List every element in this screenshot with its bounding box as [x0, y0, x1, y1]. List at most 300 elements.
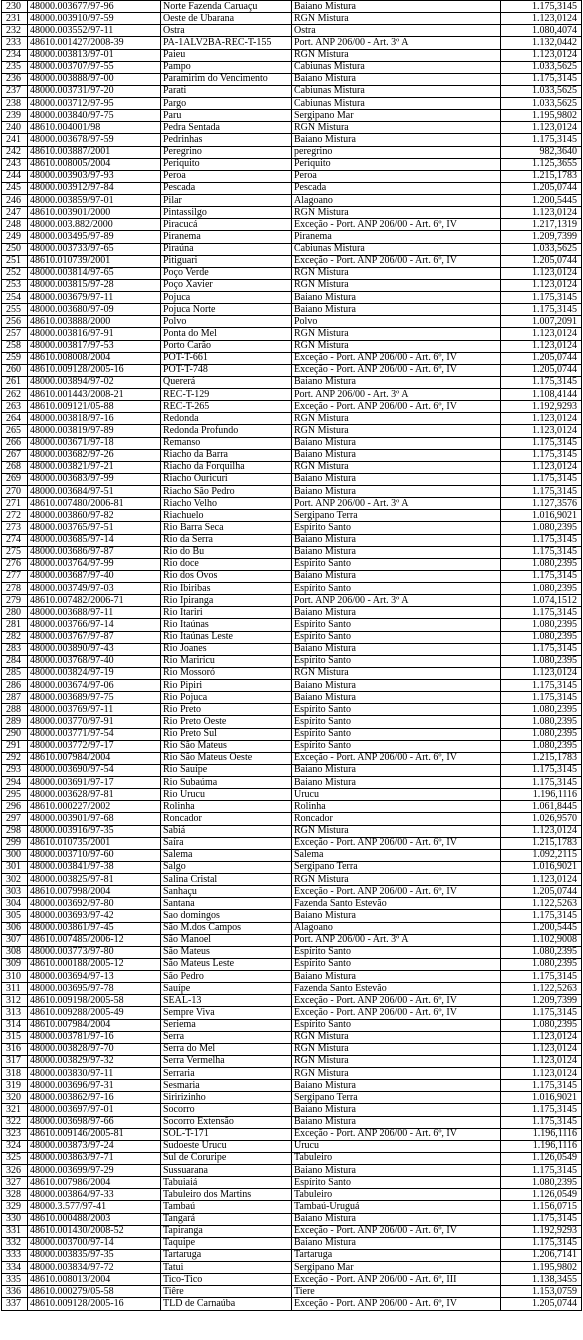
price-cell: 1.080,2395	[501, 619, 582, 631]
row-number-cell: 245	[2, 182, 28, 194]
oil-type-cell: Exceção - Port. ANP 206/00 - Art. 6º, IV	[292, 364, 501, 376]
table-row	[2, 983, 582, 995]
field-name-cell: Taquipe	[161, 1237, 292, 1249]
row-number-cell: 286	[2, 680, 28, 692]
oil-type-cell: Baiano Mistura	[292, 1213, 501, 1225]
oil-type-cell: Polvo	[292, 316, 501, 328]
row-number-cell: 325	[2, 1152, 28, 1164]
document-page	[1, 0, 581, 1311]
price-cell: 1.108,4144	[501, 389, 582, 401]
oil-type-cell: Baiano Mistura	[292, 134, 501, 146]
field-name-cell: Roncador	[161, 813, 292, 825]
process-number-cell: 48610.003888/2000	[28, 316, 161, 328]
process-number-cell: 48610.000488/2003	[28, 1213, 161, 1225]
field-name-cell: Tatui	[161, 1262, 292, 1274]
field-name-cell: Siririzinho	[161, 1092, 292, 1104]
price-cell: 1.215,1783	[501, 170, 582, 182]
table-row	[2, 1262, 582, 1274]
table-row	[2, 61, 582, 73]
price-cell: 1.080,2395	[501, 522, 582, 534]
table-row	[2, 583, 582, 595]
row-number-cell: 293	[2, 764, 28, 776]
table-row	[2, 195, 582, 207]
process-number-cell: 48000.003863/97-71	[28, 1152, 161, 1164]
table-row	[2, 110, 582, 122]
oil-type-cell: Tambaú-Uruguá	[292, 1201, 501, 1213]
price-cell: 1.123,0124	[501, 1031, 582, 1043]
table-row	[2, 401, 582, 413]
oil-type-cell: Sergipano Mar	[292, 1262, 501, 1274]
oil-type-cell: Roncador	[292, 813, 501, 825]
table-row	[2, 376, 582, 388]
price-cell: 1.175,3145	[501, 607, 582, 619]
price-cell: 1.175,3145	[501, 473, 582, 485]
field-name-cell: Rio da Serra	[161, 534, 292, 546]
price-cell: 1.125,3655	[501, 158, 582, 170]
field-name-cell: Redonda Profundo	[161, 425, 292, 437]
price-cell: 1.175,3145	[501, 643, 582, 655]
row-number-cell: 313	[2, 1007, 28, 1019]
process-number-cell: 48000.003552/97-11	[28, 25, 161, 37]
price-cell: 982,3640	[501, 146, 582, 158]
process-number-cell: 48000.003901/97-68	[28, 813, 161, 825]
field-name-cell: Serra do Mel	[161, 1043, 292, 1055]
row-number-cell: 304	[2, 898, 28, 910]
process-number-cell: 48000.003696/97-31	[28, 1080, 161, 1092]
oil-type-cell: Baiano Mistura	[292, 73, 501, 85]
price-cell: 1.156,0715	[501, 1201, 582, 1213]
field-name-cell: Rio do Bu	[161, 546, 292, 558]
table-row	[2, 1165, 582, 1177]
row-number-cell: 299	[2, 837, 28, 849]
row-number-cell: 277	[2, 570, 28, 582]
row-number-cell: 321	[2, 1104, 28, 1116]
process-number-cell: 48610.008005/2004	[28, 158, 161, 170]
process-number-cell: 48000.003862/97-16	[28, 1092, 161, 1104]
process-number-cell: 48000.003733/97-65	[28, 243, 161, 255]
row-number-cell: 332	[2, 1237, 28, 1249]
price-cell: 1.205,0744	[501, 364, 582, 376]
oil-type-cell: RGN Mistura	[292, 1055, 501, 1067]
row-number-cell: 243	[2, 158, 28, 170]
table-row	[2, 692, 582, 704]
price-cell: 1.215,1783	[501, 837, 582, 849]
process-number-cell: 48610.008008/2004	[28, 352, 161, 364]
row-number-cell: 284	[2, 655, 28, 667]
row-number-cell: 236	[2, 73, 28, 85]
process-number-cell: 48610.009288/2005-49	[28, 1007, 161, 1019]
row-number-cell: 250	[2, 243, 28, 255]
oil-type-cell: Sergipano Terra	[292, 510, 501, 522]
oil-type-cell: RGN Mistura	[292, 49, 501, 61]
process-number-cell: 48000.003821/97-21	[28, 461, 161, 473]
oil-type-cell: Baiano Mistura	[292, 486, 501, 498]
row-number-cell: 259	[2, 352, 28, 364]
oil-type-cell: RGN Mistura	[292, 425, 501, 437]
process-number-cell: 48610.007485/2006-12	[28, 934, 161, 946]
field-name-cell: Riacho Velho	[161, 498, 292, 510]
table-row	[2, 498, 582, 510]
table-row	[2, 837, 582, 849]
table-row	[2, 740, 582, 752]
price-cell: 1.175,3145	[501, 570, 582, 582]
process-number-cell: 48000.003697/97-01	[28, 1104, 161, 1116]
process-number-cell: 48000.003694/97-13	[28, 971, 161, 983]
field-name-cell: Salema	[161, 849, 292, 861]
field-name-cell: Rio Ibiribas	[161, 583, 292, 595]
process-number-cell: 48000.003773/97-80	[28, 946, 161, 958]
oil-type-cell: Baiano Mistura	[292, 643, 501, 655]
price-cell: 1.123,0124	[501, 413, 582, 425]
process-number-cell: 48000.003910/97-59	[28, 13, 161, 25]
row-number-cell: 307	[2, 934, 28, 946]
table-row	[2, 1104, 582, 1116]
field-name-cell: Rio Itaúnas	[161, 619, 292, 631]
row-number-cell: 258	[2, 340, 28, 352]
table-row	[2, 449, 582, 461]
oil-type-cell: Exceção - Port. ANP 206/00 - Art. 6º, IV	[292, 837, 501, 849]
table-row	[2, 316, 582, 328]
process-number-cell: 48000.003829/97-32	[28, 1055, 161, 1067]
process-number-cell: 48000.003693/97-42	[28, 910, 161, 922]
oil-type-cell: Periquito	[292, 158, 501, 170]
table-row	[2, 122, 582, 134]
row-number-cell: 302	[2, 874, 28, 886]
row-number-cell: 256	[2, 316, 28, 328]
oil-type-cell: Salema	[292, 849, 501, 861]
process-number-cell: 48000.003816/97-91	[28, 328, 161, 340]
price-cell: 1.209,7399	[501, 231, 582, 243]
row-number-cell: 264	[2, 413, 28, 425]
table-row	[2, 1019, 582, 1031]
process-number-cell: 48000.003912/97-84	[28, 182, 161, 194]
table-row	[2, 279, 582, 291]
process-number-cell: 48610.007986/2004	[28, 1177, 161, 1189]
price-cell: 1.123,0124	[501, 825, 582, 837]
table-row	[2, 898, 582, 910]
table-row	[2, 267, 582, 279]
oil-type-cell: RGN Mistura	[292, 122, 501, 134]
row-number-cell: 295	[2, 789, 28, 801]
table-row	[2, 231, 582, 243]
process-number-cell: 48000.003767/97-87	[28, 631, 161, 643]
field-name-cell: Tico-Tico	[161, 1274, 292, 1286]
process-number-cell: 48000.003861/97-45	[28, 922, 161, 934]
row-number-cell: 297	[2, 813, 28, 825]
row-number-cell: 276	[2, 558, 28, 570]
price-cell: 1.123,0124	[501, 874, 582, 886]
process-number-cell: 48000.003678/97-59	[28, 134, 161, 146]
price-cell: 1.080,2395	[501, 704, 582, 716]
row-number-cell: 334	[2, 1262, 28, 1274]
oil-type-cell: Pescada	[292, 182, 501, 194]
field-name-cell: Rio Itariri	[161, 607, 292, 619]
process-number-cell: 48000.003687/97-40	[28, 570, 161, 582]
field-name-cell: Rio Itaúnas Leste	[161, 631, 292, 643]
table-row	[2, 1225, 582, 1237]
price-cell: 1.175,3145	[501, 1165, 582, 1177]
process-number-cell: 48610.009198/2005-58	[28, 995, 161, 1007]
row-number-cell: 271	[2, 498, 28, 510]
row-number-cell: 234	[2, 49, 28, 61]
field-name-cell: Santana	[161, 898, 292, 910]
process-number-cell: 48000.003682/97-26	[28, 449, 161, 461]
table-row	[2, 643, 582, 655]
oil-type-cell: Urucu	[292, 789, 501, 801]
field-name-cell: Ponta do Mel	[161, 328, 292, 340]
price-cell: 1.200,5445	[501, 195, 582, 207]
table-row	[2, 534, 582, 546]
oil-type-cell: Exceção - Port. ANP 206/00 - Art. 6º, IV	[292, 255, 501, 267]
price-cell: 1.175,3145	[501, 376, 582, 388]
row-number-cell: 233	[2, 37, 28, 49]
row-number-cell: 317	[2, 1055, 28, 1067]
table-row	[2, 389, 582, 401]
process-number-cell: 48000.003707/97-55	[28, 61, 161, 73]
row-number-cell: 249	[2, 231, 28, 243]
row-number-cell: 230	[2, 1, 28, 13]
process-number-cell: 48000.003903/97-93	[28, 170, 161, 182]
table-row	[2, 437, 582, 449]
oil-type-cell: Baiano Mistura	[292, 692, 501, 704]
table-row	[2, 825, 582, 837]
price-cell: 1.175,3145	[501, 1213, 582, 1225]
table-row	[2, 728, 582, 740]
price-cell: 1.080,2395	[501, 740, 582, 752]
oil-type-cell: Rolinha	[292, 801, 501, 813]
oil-type-cell: Baiano Mistura	[292, 376, 501, 388]
field-name-cell: Rio Mossoró	[161, 667, 292, 679]
process-number-cell: 48000.003888/97-00	[28, 73, 161, 85]
oil-type-cell: Cabiunas Mistura	[292, 85, 501, 97]
process-number-cell: 48610.007480/2006-81	[28, 498, 161, 510]
table-body	[2, 1, 582, 1311]
price-cell: 1.123,0124	[501, 1055, 582, 1067]
row-number-cell: 298	[2, 825, 28, 837]
oil-type-cell: Baiano Mistura	[292, 1165, 501, 1177]
field-name-cell: Serra	[161, 1031, 292, 1043]
row-number-cell: 235	[2, 61, 28, 73]
row-number-cell: 319	[2, 1080, 28, 1092]
process-number-cell: 48000.003766/97-14	[28, 619, 161, 631]
row-number-cell: 244	[2, 170, 28, 182]
table-row	[2, 1140, 582, 1152]
oil-type-cell: Exceção - Port. ANP 206/00 - Art. 6º, IV	[292, 1007, 501, 1019]
oil-type-cell: Baiano Mistura	[292, 971, 501, 983]
row-number-cell: 308	[2, 946, 28, 958]
field-name-cell: Piraúna	[161, 243, 292, 255]
row-number-cell: 312	[2, 995, 28, 1007]
field-name-cell: Rio São Mateus	[161, 740, 292, 752]
field-name-cell: Tambaú	[161, 1201, 292, 1213]
oil-type-cell: Baiano Mistura	[292, 1104, 501, 1116]
table-row	[2, 1286, 582, 1298]
price-cell: 1.123,0124	[501, 207, 582, 219]
table-row	[2, 219, 582, 231]
oil-type-cell: Exceção - Port. ANP 206/00 - Art. 6º, IV	[292, 752, 501, 764]
table-row	[2, 958, 582, 970]
row-number-cell: 272	[2, 510, 28, 522]
price-cell: 1.033,5625	[501, 243, 582, 255]
price-cell: 1.175,3145	[501, 692, 582, 704]
field-name-cell: Salgo	[161, 861, 292, 873]
row-number-cell: 292	[2, 752, 28, 764]
table-row	[2, 619, 582, 631]
oil-type-cell: Espírito Santo	[292, 1177, 501, 1189]
process-number-cell: 48000.003684/97-51	[28, 486, 161, 498]
row-number-cell: 294	[2, 777, 28, 789]
process-number-cell: 48000.003671/97-18	[28, 437, 161, 449]
price-cell: 1.061,8445	[501, 801, 582, 813]
field-name-cell: Socorro Extensão	[161, 1116, 292, 1128]
oil-type-cell: RGN Mistura	[292, 461, 501, 473]
oil-type-cell: Exceção - Port. ANP 206/00 - Art. 6º, IV	[292, 1128, 501, 1140]
price-cell: 1.175,3145	[501, 1104, 582, 1116]
field-name-cell: REC-T-265	[161, 401, 292, 413]
price-cell: 1.175,3145	[501, 1007, 582, 1019]
field-name-cell: Sauípe	[161, 983, 292, 995]
process-number-cell: 48000.003710/97-60	[28, 849, 161, 861]
row-number-cell: 252	[2, 267, 28, 279]
process-number-cell: 48000.003674/97-06	[28, 680, 161, 692]
field-name-cell: São Pedro	[161, 971, 292, 983]
process-number-cell: 48610.007984/2004	[28, 752, 161, 764]
oil-type-cell: Exceção - Port. ANP 206/00 - Art. 6º, IV	[292, 352, 501, 364]
row-number-cell: 300	[2, 849, 28, 861]
row-number-cell: 267	[2, 449, 28, 461]
table-row	[2, 861, 582, 873]
table-row	[2, 364, 582, 376]
field-name-cell: Poço Verde	[161, 267, 292, 279]
oil-type-cell: RGN Mistura	[292, 207, 501, 219]
table-row	[2, 1274, 582, 1286]
row-number-cell: 280	[2, 607, 28, 619]
oil-type-cell: Tartaruga	[292, 1249, 501, 1261]
price-cell: 1.196,1116	[501, 789, 582, 801]
row-number-cell: 335	[2, 1274, 28, 1286]
process-number-cell: 48000.003680/97-09	[28, 304, 161, 316]
price-cell: 1.200,5445	[501, 922, 582, 934]
process-number-cell: 48000.003685/97-14	[28, 534, 161, 546]
table-row	[2, 1177, 582, 1189]
price-cell: 1.175,3145	[501, 680, 582, 692]
price-cell: 1.080,2395	[501, 728, 582, 740]
price-cell: 1.175,3145	[501, 1, 582, 13]
oil-type-cell: Baiano Mistura	[292, 910, 501, 922]
table-row	[2, 1043, 582, 1055]
oil-type-cell: Baiano Mistura	[292, 449, 501, 461]
process-number-cell: 48610.009121/05-88	[28, 401, 161, 413]
price-cell: 1.205,0744	[501, 255, 582, 267]
process-number-cell: 48000.003916/97-35	[28, 825, 161, 837]
field-name-cell: São Manoel	[161, 934, 292, 946]
field-name-cell: Rolinha	[161, 801, 292, 813]
table-row	[2, 98, 582, 110]
oil-type-cell: Baiano Mistura	[292, 1080, 501, 1092]
field-name-cell: Saíra	[161, 837, 292, 849]
table-row	[2, 170, 582, 182]
price-cell: 1.123,0124	[501, 49, 582, 61]
table-row	[2, 522, 582, 534]
oil-type-cell: Baiano Mistura	[292, 680, 501, 692]
oil-type-cell: Baiano Mistura	[292, 304, 501, 316]
row-number-cell: 265	[2, 425, 28, 437]
price-cell: 1.080,2395	[501, 1019, 582, 1031]
table-row	[2, 995, 582, 1007]
process-number-cell: 48000.003824/97-19	[28, 667, 161, 679]
table-row	[2, 255, 582, 267]
price-cell: 1.080,2395	[501, 716, 582, 728]
price-cell: 1.209,7399	[501, 995, 582, 1007]
price-cell: 1.080,2395	[501, 1177, 582, 1189]
oil-type-cell: Urucu	[292, 1140, 501, 1152]
process-number-cell: 48000.003770/97-91	[28, 716, 161, 728]
process-number-cell: 48000.003814/97-65	[28, 267, 161, 279]
table-row	[2, 631, 582, 643]
field-price-table	[1, 0, 582, 1311]
oil-type-cell: Espírito Santo	[292, 522, 501, 534]
oil-type-cell: Port. ANP 206/00 - Art. 3º A	[292, 934, 501, 946]
price-cell: 1.080,2395	[501, 946, 582, 958]
process-number-cell: 48610.009128/2005-16	[28, 1298, 161, 1310]
price-cell: 1.175,3145	[501, 292, 582, 304]
table-row	[2, 680, 582, 692]
row-number-cell: 254	[2, 292, 28, 304]
row-number-cell: 337	[2, 1298, 28, 1310]
field-name-cell: Sao domingos	[161, 910, 292, 922]
row-number-cell: 269	[2, 473, 28, 485]
process-number-cell: 48000.003628/97-81	[28, 789, 161, 801]
oil-type-cell: Ostra	[292, 25, 501, 37]
oil-type-cell: Espírito Santo	[292, 946, 501, 958]
oil-type-cell: Espírito Santo	[292, 728, 501, 740]
oil-type-cell: Baiano Mistura	[292, 473, 501, 485]
oil-type-cell: Alagoano	[292, 195, 501, 207]
process-number-cell: 48000.003841/97-38	[28, 861, 161, 873]
process-number-cell: 48000.003677/97-96	[28, 1, 161, 13]
price-cell: 1.033,5625	[501, 61, 582, 73]
process-number-cell: 48000.003873/97-24	[28, 1140, 161, 1152]
row-number-cell: 253	[2, 279, 28, 291]
process-number-cell: 48000.003764/97-99	[28, 558, 161, 570]
oil-type-cell: Exceção - Port. ANP 206/00 - Art. 6º, III	[292, 1274, 501, 1286]
field-name-cell: Rio Subaúma	[161, 777, 292, 789]
price-cell: 1.175,3145	[501, 546, 582, 558]
row-number-cell: 270	[2, 486, 28, 498]
table-row	[2, 25, 582, 37]
row-number-cell: 289	[2, 716, 28, 728]
row-number-cell: 255	[2, 304, 28, 316]
table-row	[2, 85, 582, 97]
price-cell: 1.217,1319	[501, 219, 582, 231]
field-name-cell: Rio Barra Seca	[161, 522, 292, 534]
table-row	[2, 1055, 582, 1067]
field-name-cell: Piracucá	[161, 219, 292, 231]
table-row	[2, 1249, 582, 1261]
row-number-cell: 262	[2, 389, 28, 401]
field-name-cell: SOL-T-171	[161, 1128, 292, 1140]
process-number-cell: 48000.003781/97-16	[28, 1031, 161, 1043]
row-number-cell: 257	[2, 328, 28, 340]
row-number-cell: 318	[2, 1068, 28, 1080]
price-cell: 1.175,3145	[501, 534, 582, 546]
row-number-cell: 242	[2, 146, 28, 158]
process-number-cell: 48000.003495/97-89	[28, 231, 161, 243]
table-row	[2, 716, 582, 728]
oil-type-cell: RGN Mistura	[292, 413, 501, 425]
price-cell: 1.123,0124	[501, 279, 582, 291]
process-number-cell: 48000.003830/97-11	[28, 1068, 161, 1080]
